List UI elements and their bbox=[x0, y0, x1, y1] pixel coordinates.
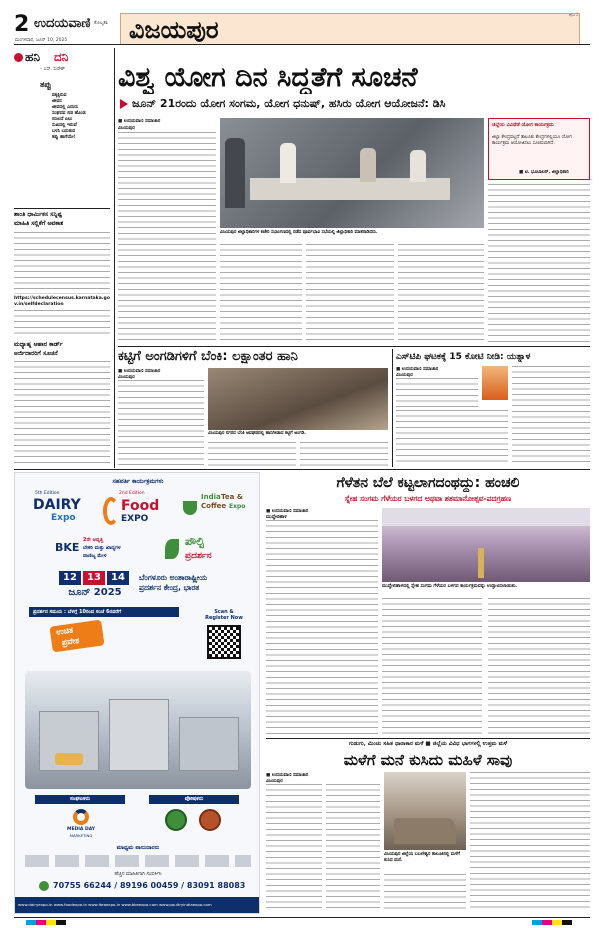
st-headline: ಎಸ್‌ಟಿಪಿ ಘಟಕಕ್ಕೆ 15 ಕೋಟಿ ನೀಡಿ: ಯತ್ನಾಳ bbox=[396, 352, 531, 362]
byline: ■ ಉದಯವಾಣಿ ಸಮಾಚಾರ bbox=[266, 773, 309, 778]
kitchen-image bbox=[25, 671, 251, 789]
supporters-label: ಪೋಷಕರು bbox=[149, 795, 239, 804]
fire-byline-box bbox=[118, 368, 204, 380]
masthead-rule bbox=[14, 44, 590, 45]
venue bbox=[139, 573, 255, 593]
food-badge: 2nd Edition bbox=[119, 491, 145, 496]
websites[interactable]: www.dairyexpo.in www.foodexpo.in www.iteaexpo.in www.bkeexpo.com www.poultryindiaexpo.com bbox=[18, 902, 212, 907]
fire-divider bbox=[392, 349, 393, 467]
dateline: ವಿಜಯಪುರ bbox=[266, 779, 283, 784]
paper-name: ಉದಯವಾಣಿ bbox=[34, 16, 91, 31]
poultry-name: ಪೌಲ್ಟ್ರಿ bbox=[185, 535, 205, 548]
main-byline bbox=[118, 118, 218, 131]
machine-shape bbox=[109, 699, 169, 771]
food-expo-logo bbox=[103, 491, 175, 531]
supporter-seal-icon bbox=[165, 809, 187, 831]
lamp-shape bbox=[478, 548, 484, 578]
main-bottom-rule bbox=[118, 346, 590, 347]
sidebar-divider bbox=[114, 48, 115, 468]
supporter-seal-icon bbox=[199, 809, 221, 831]
date-block bbox=[59, 571, 131, 601]
free-line1: ಉಚಿತ bbox=[55, 625, 74, 637]
fire-col2-text bbox=[208, 442, 296, 466]
ad-top-label: ಸಹವರ್ತಿ ಕಾರ್ಯಕ್ರಮಗಳು bbox=[112, 478, 164, 485]
poem-line: ಬಳಸಿ ಬದುಕುವ bbox=[52, 129, 76, 134]
dateline: ವಿಜಯಪುರ bbox=[118, 126, 135, 131]
quote-box-title: ಜಿಲ್ಲೆಯ ವಿವಿಧೆಡೆ ಯೋಗ ಕಾರ್ಯಕ್ರಮ bbox=[492, 122, 554, 128]
st-text-right bbox=[512, 366, 590, 466]
page-number: 2 bbox=[14, 12, 30, 37]
footer-rule bbox=[14, 917, 590, 918]
byline: ■ ಉದಯವಾಣಿ ಸಮಾಚಾರ bbox=[266, 509, 309, 514]
main-col-right-text bbox=[488, 184, 590, 342]
item1-text-2 bbox=[14, 310, 110, 336]
fire-photo bbox=[208, 368, 388, 430]
rain-col3-text bbox=[384, 874, 466, 912]
rain-col1-text bbox=[266, 784, 322, 912]
free-entry-badge bbox=[49, 620, 104, 653]
photo-person bbox=[360, 148, 376, 182]
rain-col4-text bbox=[470, 772, 590, 912]
poultry-sub: ಪ್ರದರ್ಶನ bbox=[185, 551, 212, 561]
section-title-box bbox=[120, 13, 580, 45]
item2-subtitle: ಅರ್ಜಿದಾರರಿಗೆ ಸೂಚನೆ bbox=[14, 350, 58, 357]
rain-col2-text bbox=[326, 784, 380, 912]
brand-dot-icon bbox=[14, 53, 23, 62]
item1-subtitle: ಮಾಹಿತಿ ಸಲ್ಲಿಕೆಗೆ ಅವಕಾಶ bbox=[14, 220, 64, 227]
friend-col3-text bbox=[488, 598, 590, 734]
fire-col3-text bbox=[300, 442, 388, 466]
dateline: ವಿಜಯಪುರ bbox=[396, 373, 413, 378]
photo-person bbox=[280, 143, 296, 183]
machine-shape bbox=[179, 717, 239, 771]
quote-box-byline: ■ ಟಿ. ಭೂಬಾಲನ್, ಜಿಲ್ಲಾಧಿಕಾರಿ bbox=[519, 170, 569, 175]
food-tray-shape bbox=[55, 753, 83, 765]
st-portrait bbox=[482, 366, 508, 400]
brand-suffix: ದನಿ bbox=[54, 50, 69, 64]
main-subheadline: ಜೂನ್ 21ರಂದು ಯೋಗ ಸಂಗಮ, ಯೋಗ ಧನುಷ್, ಹಸಿರು ಯೋಗ ಆಯೋಜನೆ: ಡಿಸಿ bbox=[132, 97, 446, 110]
media-day-ring-icon bbox=[73, 809, 89, 825]
venue-line2: ಪ್ರದರ್ಶನ ಕೇಂದ್ರ, ಭಾರತ bbox=[139, 583, 200, 592]
st-text-bottom bbox=[396, 410, 508, 466]
section-title: ವಿಜಯಪುರ bbox=[129, 16, 219, 44]
venue-line1: ಬೆಂಗಳೂರು ಅಂತಾರಾಷ್ಟ್ರೀಯ bbox=[139, 573, 208, 582]
photo-person bbox=[225, 138, 245, 208]
phone-icon bbox=[39, 881, 49, 891]
fire-caption: ವಿಜಯಪುರ ನಗರದ ಬೆಂಕಿ ಅವಘಡದಲ್ಲಿ ಹಾನಿಗೀಡಾದ ಕಟ್ಟಿಗೆ ಅಂಗಡಿ. bbox=[208, 431, 306, 436]
phones[interactable]: 70755 66244 / 89196 00459 / 83091 88083 bbox=[53, 881, 246, 890]
quote-box-text: ಜಿಲ್ಲಾ ಕೇಂದ್ರವಲ್ಲದೆ ತಾಲೂಕು ಕೇಂದ್ರಗಳಲ್ಲಿಯೂ ಯೋಗ ಕಾರ್ಯಕ್ರಮ ಆಯೋಜಿಸಲು ಸೂಚಿಸಲಾಗಿದೆ. bbox=[492, 135, 572, 146]
byline: ■ ಉದಯವಾಣಿ ಸಮಾಚಾರ bbox=[118, 119, 161, 124]
organizers-label: ಸಂಘಟಕರು bbox=[35, 795, 125, 804]
food-name: Food bbox=[121, 498, 160, 514]
item1-text bbox=[14, 232, 110, 294]
media-logos-strip bbox=[25, 855, 251, 867]
more-info: ಹೆಚ್ಚಿನ ಮಾಹಿತಿಗಾಗಿ ಸಂಪರ್ಕಿಸಿ bbox=[114, 872, 162, 877]
register-box[interactable] bbox=[201, 609, 247, 667]
st-byline-box bbox=[396, 366, 482, 378]
friend-col1-text bbox=[266, 520, 378, 734]
date-box: 13 bbox=[83, 571, 105, 585]
tea-line2: Tea & bbox=[221, 493, 243, 501]
register-label: Register Now bbox=[205, 615, 243, 621]
expo-ad[interactable] bbox=[14, 472, 260, 914]
poem bbox=[52, 93, 108, 141]
phone-bar[interactable] bbox=[25, 879, 251, 893]
byline: ■ ಉದಯವಾಣಿ ಸಮಾಚಾರ bbox=[396, 367, 439, 372]
bke-line3: ವಾಣಿಜ್ಯ ಮೇಳ bbox=[83, 553, 107, 559]
upper-bottom-rule bbox=[14, 469, 590, 470]
fire-headline: ಕಟ್ಟಿಗೆ ಅಂಗಡಿಗಳಿಗೆ ಬೆಂಕಿ: ಲಕ್ಷಾಂತರ ಹಾನಿ bbox=[118, 349, 298, 364]
item1-title: ಶಾಂತಿ ಧಾರ್ಮಿಕಸ ಸನ್ನಿಷ್ಟ bbox=[14, 211, 62, 218]
friend-byline-box bbox=[266, 508, 376, 520]
quote-box bbox=[488, 118, 590, 180]
tea-cup-icon bbox=[183, 501, 197, 515]
dairy-badge: 5th Edition bbox=[35, 491, 60, 496]
brand-prefix: ಹನಿ bbox=[25, 50, 40, 64]
edition: ಕೊಲ್ಕತಾ bbox=[94, 20, 108, 26]
triangle-icon bbox=[120, 99, 128, 109]
item2-title: ಮಧ್ಯಾಹ್ನ ಆಹಾರ ಕಾರ್ಡ್ bbox=[14, 341, 63, 348]
date: ಮಂಗಳವಾರ, ಜೂನ್ 10, 2025 bbox=[15, 38, 68, 43]
media-label: ಮಾಧ್ಯಮ ಪಾಲುದಾರರು bbox=[116, 845, 160, 851]
rain-caption: ವಿಜಯಪುರ ಜಿಲ್ಲೆಯ ಬಬಲೇಶ್ವರ ತಾಲೂಕಿನಲ್ಲಿ ಮಳೆಗೆ ಕುಸಿದ ಮನೆ. bbox=[384, 852, 461, 863]
date-box: 14 bbox=[107, 571, 129, 585]
month-year: ಜೂನ್ 2025 bbox=[68, 587, 122, 598]
rain-headline: ಮಳೆಗೆ ಮನೆ ಕುಸಿದು ಮಹಿಳೆ ಸಾವು bbox=[343, 751, 513, 769]
poem-line: ಸಂಘದವ ಬಿಡ ಹೊಂಡ bbox=[52, 111, 86, 116]
dairy-sub: Expo bbox=[51, 513, 76, 523]
main-photo bbox=[220, 118, 484, 228]
dairy-expo-logo bbox=[33, 491, 95, 531]
poem-line: ಜೀವದಲ್ಲಿ ಎದುರು bbox=[52, 105, 79, 110]
media-day-logo bbox=[61, 809, 101, 839]
main-photo-caption: ವಿಜಯಪುರ ಜಿಲ್ಲಾಧಿಕಾರಿಗಳ ಕಚೇರಿ ಸಭಾಂಗಣದಲ್ಲಿ ನಡೆದ ಪೂರ್ವಭಾವಿ ಸಭೆಯಲ್ಲಿ ಜಿಲ್ಲಾಧಿಕಾರಿ ಮಾತನಾಡಿದರು. bbox=[220, 230, 378, 235]
poem-line: ಬಿಸಿಲದೆ ಏಲು bbox=[52, 117, 73, 122]
bke-logo bbox=[55, 535, 155, 563]
tea-line3: Coffee bbox=[201, 502, 227, 510]
poultry-leaf-icon bbox=[165, 539, 179, 559]
friend-photo bbox=[382, 508, 590, 582]
main-col4-text bbox=[398, 244, 484, 342]
tea-line1: India bbox=[201, 493, 221, 501]
media-day-sub: MARKETING bbox=[69, 833, 93, 838]
friend-caption: ಮುದ್ದೇಬಿಹಾಳದಲ್ಲಿ ಸ್ನೇಹ ಸಂಗಮ ಗೆಳೆಯರ ಬಳಗದ ಕಾರ್ಯಕ್ರಮವನ್ನು ಉದ್ಘಾಟಿಸಲಾಯಿತು. bbox=[382, 584, 518, 589]
timing: ಪ್ರದರ್ಶನ ಸಮಯ : ಬೆಳಗ್ಗೆ 10ರಿಂದ ಸಂಜೆ 6ರವರೆಗೆ bbox=[33, 609, 122, 615]
poem-line: ಜೀವನ bbox=[52, 99, 62, 104]
poem-line: ಪಕ್ಕಕ್ಕಿರುವ bbox=[52, 93, 67, 98]
main-subheadline-bar bbox=[118, 96, 590, 112]
fire-col1-text bbox=[118, 380, 204, 466]
friend-col2-text bbox=[382, 598, 482, 734]
item1-url[interactable]: https://schedulecensus.karnataka.gov.in/selfdeclaration bbox=[14, 296, 110, 307]
column-title: ತಪ್ಪು bbox=[40, 80, 52, 89]
main-col1-text bbox=[118, 132, 216, 342]
bke-line1: 2ನೇ ಆವೃತ್ತಿ bbox=[83, 537, 104, 543]
friend-subheadline: ಸ್ನೇಹ ಸಂಗಮ ಗೆಳೆಯರ ಬಳಗದ ಅಥವಾ ಶತಮಾನೋತ್ಸವ-ಪದಗ್ರಹಣ bbox=[344, 494, 512, 503]
bke-name: BKE bbox=[55, 541, 80, 554]
author: – ಎಸ್. ಸುರೇಶ್ bbox=[40, 67, 65, 72]
sidebar-rule bbox=[14, 208, 110, 209]
byline: ■ ಉದಯವಾಣಿ ಸಮಾಚಾರ bbox=[118, 369, 161, 374]
qr-code-icon[interactable] bbox=[207, 625, 241, 659]
poultry-logo bbox=[165, 535, 245, 565]
main-col2-text bbox=[220, 244, 302, 342]
friend-headline: ಗೆಳೆತನ ಬೆಲೆ ಕಟ್ಟಲಾಗದಂಥದ್ದು: ಹಂಚಲಿ bbox=[336, 475, 520, 491]
sidebar bbox=[14, 48, 110, 468]
tea-sub: Expo bbox=[229, 503, 246, 510]
rain-photo bbox=[384, 772, 466, 850]
color-dots-right bbox=[532, 920, 572, 925]
st-text-top bbox=[396, 378, 478, 408]
websites-bar[interactable] bbox=[15, 897, 260, 914]
food-sub: EXPO bbox=[121, 514, 149, 524]
corner-mark: ಪುಟ 2 bbox=[569, 12, 579, 17]
tea-coffee-logo bbox=[183, 493, 255, 531]
item2-text bbox=[14, 361, 110, 466]
bke-line2: ಬೇಕರಿ ಮತ್ತು ಖಾದ್ಯಗಳ bbox=[83, 545, 121, 551]
banner-shape bbox=[382, 508, 590, 526]
main-col3-text bbox=[306, 244, 394, 342]
main-headline: ವಿಶ್ವ ಯೋಗ ದಿನ ಸಿದ್ಧತೆಗೆ ಸೂಚನೆ bbox=[118, 62, 418, 93]
dateline: ವಿಜಯಪುರ bbox=[118, 375, 135, 380]
photo-person bbox=[410, 150, 426, 182]
free-line2: ಪ್ರವೇಶ bbox=[61, 635, 80, 648]
poem-line: ಸುಖದಲ್ಲಿ ಇರುವೆ bbox=[52, 123, 77, 128]
color-dots-left bbox=[26, 920, 66, 925]
dairy-name: DAIRY bbox=[33, 497, 81, 513]
dateline: ಮುದ್ದೇಬಿಹಾಳ bbox=[266, 515, 287, 520]
rain-byline-box bbox=[266, 772, 376, 784]
date-box: 12 bbox=[59, 571, 81, 585]
rubble-shape bbox=[394, 818, 456, 844]
poem-line: ತಪ್ಪು ಹಾಗೆಯೇ! bbox=[52, 135, 76, 140]
food-ring-icon bbox=[103, 497, 119, 525]
timing-bar bbox=[29, 607, 179, 617]
scan-label: Scan & bbox=[214, 609, 234, 615]
friend-bottom-rule bbox=[266, 738, 590, 739]
media-day-name: MEDIA DAY bbox=[66, 827, 96, 832]
rain-kicker: ಗುಡುಗು, ಮಿಂಚು ಸಹಿತ ಧಾರಾಕಾರ ಮಳೆ ■ ಜಿಲ್ಲೆಯ ವಿವಿಧ ಭಾಗಗಳಲ್ಲಿ ಉತ್ತಮ ಮಳೆ bbox=[348, 741, 508, 747]
